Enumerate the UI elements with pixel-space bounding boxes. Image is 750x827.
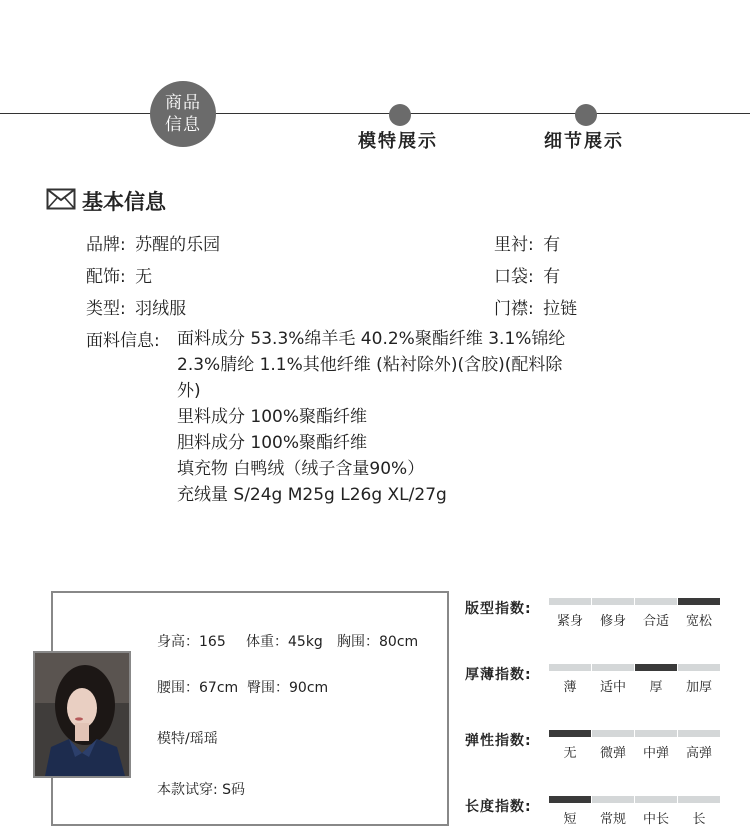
index-option-label: 中长 xyxy=(642,812,669,827)
placket-row xyxy=(494,294,577,319)
placket-label: 门襟: xyxy=(494,299,534,319)
model-bust: 胸围：80cm xyxy=(337,634,419,650)
fit-index-scale xyxy=(549,598,720,629)
pocket-label: 口袋: xyxy=(494,267,534,287)
index-label: 长度指数: xyxy=(465,799,532,815)
index-option-label: 适中 xyxy=(599,680,626,695)
index-option-label: 微弹 xyxy=(599,746,626,761)
index-bar xyxy=(635,796,677,803)
model-hip: 臀围：90cm xyxy=(247,680,329,696)
fabric-line: 里料成分 100%聚酯纤维 xyxy=(177,407,368,427)
type-label: 类型: xyxy=(86,299,126,319)
index-option-label: 加厚 xyxy=(685,680,712,695)
fabric-line: 填充物 白鸭绒（绒子含量90%） xyxy=(177,459,425,479)
brand-value: 苏醒的乐园 xyxy=(135,235,221,255)
index-option xyxy=(678,796,720,827)
accessory-value: 无 xyxy=(135,267,153,287)
pocket-row xyxy=(494,262,560,287)
index-bar xyxy=(592,598,634,605)
placket-value: 拉链 xyxy=(543,299,578,319)
index-option xyxy=(592,730,634,761)
index-bar xyxy=(635,598,677,605)
index-label: 弹性指数: xyxy=(465,733,532,749)
fabric-line: 面料成分 53.3%绵羊毛 40.2%聚酯纤维 3.1%锦纶 xyxy=(177,329,566,349)
length-index-scale xyxy=(549,796,720,827)
type-value: 羽绒服 xyxy=(135,299,187,319)
index-bar-selected xyxy=(678,598,720,605)
envelope-icon xyxy=(46,188,76,210)
nav-tab-detail-show[interactable]: 细节展示 xyxy=(544,131,624,152)
index-bar xyxy=(678,796,720,803)
fabric-line: 2.3%腈纶 1.1%其他纤维 (粘衬除外)(含胶)(配料除 xyxy=(177,355,563,375)
index-bar xyxy=(678,730,720,737)
fabric-info xyxy=(177,326,617,508)
index-bar xyxy=(592,730,634,737)
lining-label: 里衬: xyxy=(494,235,534,255)
index-bar xyxy=(592,664,634,671)
index-bar xyxy=(635,730,677,737)
lining-value: 有 xyxy=(543,235,561,255)
index-option xyxy=(635,598,677,629)
index-bar xyxy=(678,664,720,671)
nav-tab-label-line2: 信息 xyxy=(165,115,201,135)
index-bar xyxy=(592,796,634,803)
brand-label: 品牌: xyxy=(86,235,126,255)
index-option-label: 高弹 xyxy=(685,746,712,761)
nav-tab-model-show[interactable]: 模特展示 xyxy=(358,131,438,152)
index-option-label: 合适 xyxy=(642,614,669,629)
index-option-label: 无 xyxy=(563,746,577,761)
fabric-line: 充绒量 S/24g M25g L26g XL/27g xyxy=(177,485,447,505)
nav-line xyxy=(0,113,750,114)
nav-dot-model[interactable] xyxy=(389,104,411,126)
index-option xyxy=(678,664,720,695)
model-portrait-image xyxy=(35,653,129,776)
accessory-label: 配饰: xyxy=(86,267,126,287)
elasticity-index-scale xyxy=(549,730,720,761)
model-weight: 体重：45kg xyxy=(246,634,323,650)
thickness-index-scale xyxy=(549,664,720,695)
lining-row xyxy=(494,230,560,255)
model-height: 身高：165 xyxy=(157,634,226,650)
index-option xyxy=(592,664,634,695)
nav-tab-label-line1: 商品 xyxy=(165,93,201,113)
accessory-row xyxy=(86,262,152,287)
pocket-value: 有 xyxy=(543,267,561,287)
fabric-label: 面料信息: xyxy=(86,331,160,351)
index-bar-selected xyxy=(635,664,677,671)
index-option xyxy=(549,598,591,629)
index-option-label: 宽松 xyxy=(685,614,712,629)
index-option xyxy=(635,796,677,827)
index-option-label: 紧身 xyxy=(556,614,583,629)
index-option-label: 长 xyxy=(692,812,706,827)
index-option-label: 修身 xyxy=(599,614,626,629)
index-option-label: 厚 xyxy=(649,680,663,695)
index-option xyxy=(549,730,591,761)
index-option-label: 常规 xyxy=(599,812,626,827)
index-bar-selected xyxy=(549,796,591,803)
fabric-line: 外) xyxy=(177,381,201,401)
nav-tab-product-info[interactable] xyxy=(150,81,216,147)
index-option xyxy=(678,730,720,761)
index-option xyxy=(635,730,677,761)
model-try-size: 本款试穿: S码 xyxy=(157,782,246,798)
index-option xyxy=(592,796,634,827)
index-bar-selected xyxy=(549,730,591,737)
index-bar xyxy=(549,664,591,671)
index-option-label: 短 xyxy=(563,812,577,827)
index-option xyxy=(549,664,591,695)
index-bar xyxy=(549,598,591,605)
nav-dot-detail[interactable] xyxy=(575,104,597,126)
brand-row xyxy=(86,230,220,255)
type-row xyxy=(86,294,186,319)
model-waist: 腰围：67cm xyxy=(157,680,239,696)
index-option xyxy=(549,796,591,827)
model-photo xyxy=(33,651,131,778)
index-option xyxy=(678,598,720,629)
index-option-label: 中弹 xyxy=(642,746,669,761)
model-name: 模特/瑶瑶 xyxy=(157,731,218,747)
index-option-label: 薄 xyxy=(563,680,577,695)
section-title-basic-info: 基本信息 xyxy=(82,190,166,214)
index-option xyxy=(635,664,677,695)
fabric-line: 胆料成分 100%聚酯纤维 xyxy=(177,433,368,453)
index-option xyxy=(592,598,634,629)
index-label: 版型指数: xyxy=(465,601,532,617)
index-label: 厚薄指数: xyxy=(465,667,532,683)
